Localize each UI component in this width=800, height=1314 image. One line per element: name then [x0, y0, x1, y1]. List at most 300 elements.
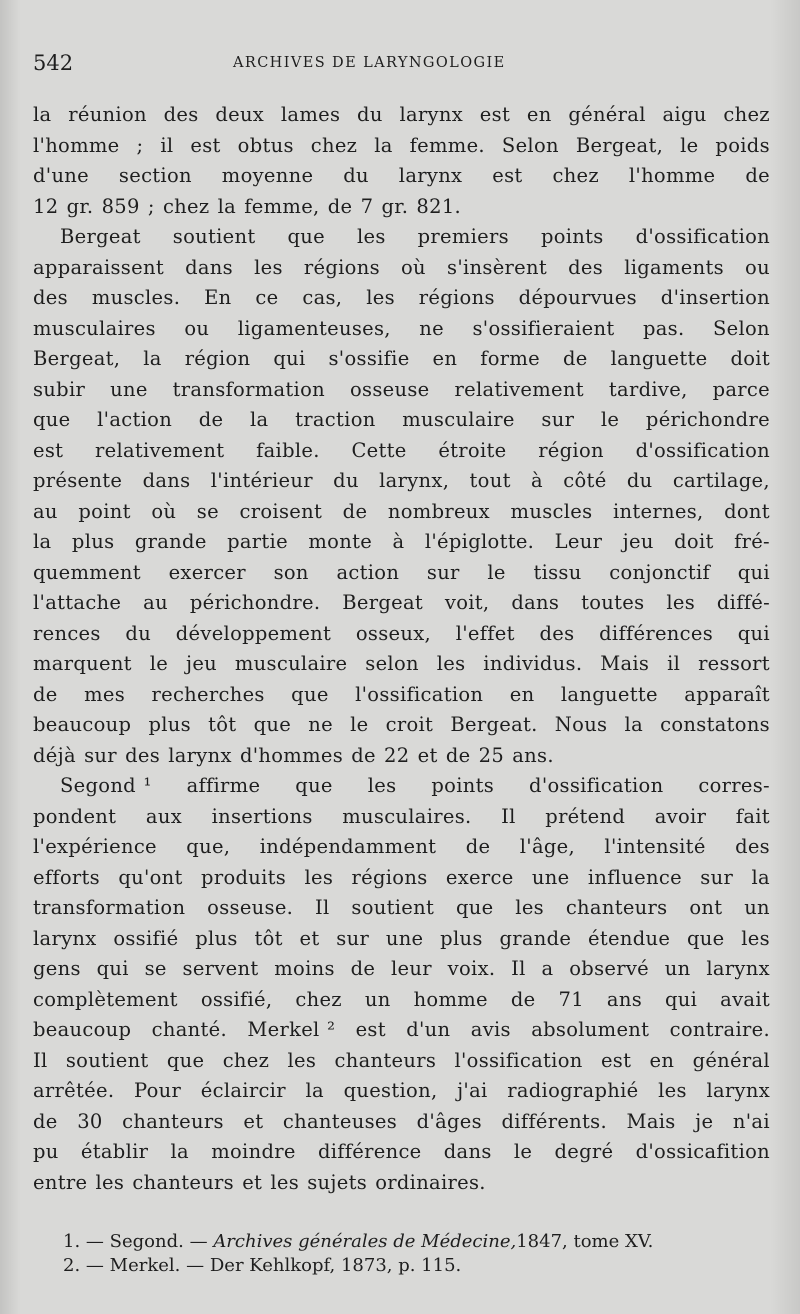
- text-line: [33, 131, 770, 162]
- word: internes,: [613, 499, 704, 523]
- word: ans.: [512, 743, 554, 767]
- word: de: [510, 987, 536, 1011]
- word: muscles.: [91, 286, 181, 309]
- word: tôt: [208, 713, 237, 736]
- word: étendue: [588, 926, 671, 950]
- text-line: [33, 802, 770, 833]
- word: 71: [558, 987, 584, 1011]
- word: l'ossification: [355, 682, 484, 706]
- word: moins: [274, 957, 335, 980]
- word: rences: [33, 621, 101, 645]
- text-line: [33, 863, 770, 894]
- word: conjonctif: [609, 560, 711, 584]
- word: plus: [148, 713, 191, 736]
- word: avoir: [654, 804, 707, 828]
- word: dans: [511, 591, 560, 614]
- word: osseuse: [350, 377, 430, 401]
- word: gens: [33, 957, 81, 980]
- word: musculaires.: [342, 804, 472, 828]
- word: points: [540, 225, 604, 248]
- word: Il: [315, 896, 330, 919]
- word: le: [680, 133, 699, 157]
- word: dans: [142, 469, 191, 492]
- word: gr.: [381, 194, 409, 218]
- word: la: [143, 347, 162, 370]
- word: Cette: [351, 438, 407, 462]
- word: périchondre.: [189, 591, 321, 614]
- word: osseux,: [355, 621, 432, 645]
- word: Mais: [600, 652, 650, 675]
- word: que: [686, 926, 725, 950]
- word: musculaires: [33, 316, 156, 340]
- word: tout: [469, 469, 511, 492]
- word: dont: [724, 499, 770, 523]
- text-line: [33, 466, 770, 497]
- word: absolument: [531, 1018, 650, 1041]
- word: En: [204, 286, 232, 309]
- word: chez: [552, 164, 599, 187]
- word: toutes: [581, 591, 645, 614]
- word: corres-: [698, 774, 770, 797]
- word: avis: [470, 1018, 511, 1041]
- text-line: [33, 954, 770, 985]
- word: son: [273, 560, 309, 584]
- word: pas.: [642, 316, 685, 340]
- word: insertions: [211, 804, 313, 828]
- word: sur: [700, 865, 734, 889]
- word: côté: [563, 469, 607, 492]
- text-line: [33, 222, 770, 253]
- word: croit: [385, 713, 434, 736]
- text-line: [33, 832, 770, 863]
- word: qui: [737, 560, 770, 584]
- word: soutient: [172, 225, 256, 248]
- word: Selon: [712, 316, 770, 340]
- word: les: [270, 1170, 300, 1194]
- word: les: [436, 652, 466, 675]
- word: et: [417, 743, 438, 767]
- word: général: [568, 103, 646, 126]
- word: d'ossification: [529, 774, 664, 797]
- word: traction: [295, 408, 376, 431]
- text-line: [33, 741, 770, 772]
- footnote-author: Segond.: [109, 1231, 184, 1252]
- word: musculaire: [234, 652, 348, 675]
- word: général: [692, 1048, 770, 1072]
- word: ou: [745, 255, 770, 279]
- word: beaucoup: [33, 1018, 132, 1041]
- word: que,: [186, 835, 231, 858]
- word: le: [513, 1140, 533, 1163]
- word: la: [217, 194, 237, 218]
- word: Merkel ²: [247, 1018, 336, 1041]
- word: régions: [418, 286, 495, 309]
- word: la: [33, 103, 52, 126]
- word: pu: [33, 1140, 59, 1163]
- text-line: [33, 375, 770, 406]
- word: de: [445, 743, 471, 767]
- word: une: [110, 377, 148, 401]
- word: servent: [182, 957, 259, 980]
- word: entre: [33, 1170, 88, 1194]
- word: plus: [440, 926, 483, 950]
- word: grande: [499, 926, 572, 950]
- text-line: [33, 161, 770, 192]
- word: languette: [560, 682, 658, 706]
- word: d'ossicafition: [635, 1140, 770, 1163]
- word: ne: [308, 713, 333, 736]
- word: de: [342, 499, 368, 523]
- word: que: [291, 682, 329, 706]
- word: la: [751, 865, 770, 889]
- word: tardive,: [608, 377, 688, 401]
- word: du: [343, 164, 369, 187]
- word: produits: [201, 865, 287, 889]
- word: Pour: [133, 1079, 182, 1102]
- word: influence: [587, 865, 682, 889]
- word: selon: [365, 652, 419, 675]
- word: larynx,: [379, 469, 450, 492]
- word: larynx: [399, 103, 464, 126]
- word: femme.: [409, 133, 485, 157]
- word: voix.: [447, 957, 496, 980]
- word: sur: [541, 408, 575, 431]
- word: plus: [71, 530, 115, 553]
- word: l'homme: [33, 133, 120, 157]
- word: transformation: [33, 896, 186, 919]
- word: observé: [569, 957, 649, 980]
- word: de: [33, 1109, 58, 1133]
- word: section: [118, 164, 192, 187]
- word: Il: [33, 1048, 48, 1072]
- word: l'homme: [628, 164, 716, 187]
- word: musculaire: [402, 408, 515, 431]
- word: pondent: [33, 804, 117, 828]
- word: Leur: [554, 530, 603, 553]
- word: constatons: [660, 713, 770, 736]
- word: que: [166, 1048, 205, 1072]
- word: déjà: [33, 743, 76, 767]
- word: mes: [84, 682, 126, 706]
- body-text: [33, 100, 770, 1198]
- word: chez: [222, 1048, 270, 1072]
- word: ans: [606, 987, 642, 1011]
- word: faible.: [256, 438, 320, 462]
- word: larynx: [706, 957, 770, 980]
- word: jeu: [185, 652, 218, 675]
- text-line: [33, 710, 770, 741]
- word: l'âge,: [519, 835, 575, 858]
- word: l'intérieur: [210, 469, 313, 492]
- word: deux: [215, 103, 265, 126]
- word: la: [250, 408, 269, 431]
- word: Mais: [626, 1109, 676, 1133]
- word: en: [509, 682, 535, 706]
- word: 12: [33, 194, 59, 218]
- word: différence: [317, 1140, 422, 1163]
- word: de: [465, 835, 491, 858]
- word: doit: [674, 530, 714, 553]
- word: quemment: [33, 560, 141, 584]
- word: s'ossifieraient: [472, 316, 615, 340]
- word: 821.: [416, 194, 462, 218]
- word: la: [170, 1140, 189, 1163]
- word: des: [735, 835, 770, 858]
- word: soutient: [65, 1048, 149, 1072]
- word: larynx: [398, 164, 463, 187]
- text-line: [33, 100, 770, 131]
- footnote-2: [63, 1254, 770, 1278]
- word: femme,: [244, 194, 320, 218]
- word: 7: [360, 194, 374, 218]
- word: des: [568, 255, 604, 279]
- word: les: [666, 591, 695, 614]
- word: il: [160, 133, 174, 157]
- word: osseuse.: [207, 896, 294, 919]
- word: l'attache: [33, 591, 122, 614]
- word: de: [198, 408, 224, 431]
- word: radiographié: [507, 1079, 639, 1102]
- word: forme: [480, 347, 541, 370]
- word: les: [254, 255, 283, 279]
- word: développement: [175, 621, 332, 645]
- word: Il: [511, 957, 526, 980]
- word: se: [196, 499, 219, 523]
- word: régions: [303, 255, 380, 279]
- word: chanté.: [151, 1018, 228, 1041]
- word: beaucoup: [33, 713, 132, 736]
- word: en: [526, 103, 552, 126]
- text-line: [33, 405, 770, 436]
- word: est: [355, 1018, 386, 1041]
- word: ressort: [698, 652, 770, 675]
- word: 30: [77, 1109, 103, 1133]
- word: aux: [145, 804, 182, 828]
- word: chanteurs: [132, 1170, 234, 1194]
- word: un: [664, 957, 691, 980]
- text-line: [33, 497, 770, 528]
- running-head: [33, 48, 770, 82]
- word: la: [33, 530, 52, 553]
- text-line: [33, 985, 770, 1016]
- word: sur: [426, 560, 460, 584]
- word: d'hommes: [239, 743, 344, 767]
- text-line: [33, 527, 770, 558]
- footnote-separator: —: [189, 1231, 208, 1252]
- word: le: [350, 713, 369, 736]
- word: que: [253, 713, 292, 736]
- word: les: [658, 1079, 687, 1102]
- word: monte: [308, 530, 373, 553]
- word: des: [33, 286, 68, 309]
- word: sur: [336, 926, 370, 950]
- word: languette: [610, 347, 708, 370]
- text-line: [33, 649, 770, 680]
- word: la: [624, 713, 643, 736]
- word: des: [539, 621, 575, 645]
- word: partie: [227, 530, 288, 553]
- text-line: [33, 558, 770, 589]
- word: ossifié,: [200, 987, 273, 1011]
- word: relativement: [95, 438, 225, 462]
- word: ;: [147, 194, 155, 218]
- word: ont: [689, 896, 723, 919]
- word: cartilage,: [672, 469, 770, 492]
- word: parce: [712, 377, 770, 401]
- text-line: [33, 924, 770, 955]
- word: Il: [501, 804, 516, 828]
- word: les: [95, 1170, 125, 1194]
- word: l'épiglotte.: [424, 530, 535, 553]
- word: les: [304, 865, 334, 889]
- text-line: [33, 619, 770, 650]
- word: et: [299, 926, 320, 950]
- word: grande: [134, 530, 207, 553]
- word: des: [125, 743, 161, 767]
- word: d'insertion: [660, 286, 770, 309]
- word: ossifié: [113, 926, 179, 950]
- word: l'effet: [455, 621, 515, 645]
- word: est: [492, 164, 523, 187]
- text-line: [33, 1107, 770, 1138]
- word: exerce: [445, 865, 514, 889]
- word: affirme: [186, 774, 261, 797]
- word: moindre: [211, 1140, 296, 1163]
- word: du: [125, 621, 152, 645]
- word: que: [295, 774, 333, 797]
- word: l'ossification: [454, 1048, 583, 1072]
- word: Bergeat: [342, 591, 424, 614]
- word: chez: [162, 194, 210, 218]
- word: ce: [255, 286, 279, 309]
- word: points: [431, 774, 495, 797]
- text-line: [33, 680, 770, 711]
- word: tissu: [533, 560, 582, 584]
- word: différences: [599, 621, 714, 645]
- text-line: [33, 893, 770, 924]
- word: s'ossifie: [328, 347, 410, 370]
- word: ou: [184, 316, 210, 340]
- word: les: [367, 774, 397, 797]
- word: exercer: [168, 560, 246, 584]
- word: diffé-: [716, 591, 770, 614]
- footnote-number: 1.: [63, 1231, 81, 1252]
- word: gr.: [66, 194, 94, 218]
- word: étroite: [438, 438, 507, 462]
- word: lames: [280, 103, 341, 126]
- word: larynx: [706, 1079, 770, 1102]
- word: de: [350, 957, 376, 980]
- word: le: [487, 560, 506, 584]
- word: de: [562, 347, 588, 370]
- word: chanteurs: [565, 896, 668, 919]
- word: complètement: [33, 987, 178, 1011]
- word: les: [515, 896, 544, 919]
- word: Bergeat,: [575, 133, 664, 157]
- word: un: [744, 896, 770, 919]
- word: 859: [101, 194, 140, 218]
- word: individus.: [483, 652, 583, 675]
- word: ligamenteuses,: [237, 316, 391, 340]
- word: action: [336, 560, 400, 584]
- word: au: [33, 499, 58, 523]
- page-number: 542: [33, 51, 74, 75]
- word: Bergeat,: [33, 347, 121, 370]
- word: avait: [720, 987, 770, 1011]
- word: à: [531, 469, 543, 492]
- word: chanteuses: [282, 1109, 398, 1133]
- word: éclaircir: [200, 1079, 286, 1102]
- text-line: [33, 283, 770, 314]
- word: établir: [80, 1140, 149, 1163]
- word: transformation: [172, 377, 325, 401]
- word: fré-: [734, 530, 770, 553]
- word: 25: [478, 743, 505, 767]
- word: cas,: [302, 286, 343, 309]
- word: Selon: [501, 133, 559, 157]
- word: du: [333, 469, 359, 492]
- word: muscles: [510, 499, 593, 523]
- word: présente: [33, 469, 123, 492]
- footnotes: [33, 1230, 770, 1278]
- word: où: [401, 255, 426, 279]
- word: indépendamment: [259, 835, 437, 858]
- word: sujets: [307, 1170, 368, 1194]
- word: du: [357, 103, 383, 126]
- word: une: [531, 865, 570, 889]
- word: recherches: [151, 682, 265, 706]
- word: sur: [84, 743, 117, 767]
- word: contraire.: [669, 1018, 770, 1041]
- word: apparaissent: [33, 255, 164, 279]
- text-line: [33, 192, 770, 223]
- word: Bergeat.: [450, 713, 538, 736]
- text-line: [33, 1076, 770, 1107]
- text-line: [33, 344, 770, 375]
- word: l'action: [97, 408, 173, 431]
- text-line: [33, 436, 770, 467]
- word: Segond ¹: [60, 774, 152, 797]
- word: dans: [443, 1140, 492, 1163]
- word: le: [600, 408, 620, 431]
- word: voit,: [444, 591, 490, 614]
- footnote-dash: —: [85, 1255, 104, 1276]
- word: à: [392, 530, 405, 553]
- word: aigu: [662, 103, 707, 126]
- word: homme: [413, 987, 488, 1011]
- word: périchondre: [645, 408, 770, 431]
- text-line: [33, 588, 770, 619]
- word: qui: [664, 987, 698, 1011]
- word: relativement: [454, 377, 584, 401]
- word: chanteurs: [122, 1109, 224, 1133]
- word: soutient: [351, 896, 435, 919]
- word: ne: [419, 316, 444, 340]
- word: d'un: [406, 1018, 451, 1041]
- word: la: [374, 133, 393, 157]
- word: larynx: [33, 926, 97, 950]
- text-line: [33, 771, 770, 802]
- word: se: [144, 957, 167, 980]
- word: qui: [273, 347, 306, 370]
- word: au: [143, 591, 168, 614]
- word: que: [33, 408, 71, 431]
- footnote-number: 2.: [63, 1255, 81, 1276]
- word: l'intensité: [604, 835, 706, 858]
- word: subir: [33, 377, 86, 401]
- footnote-source: Archives générales de Médecine,: [213, 1231, 517, 1252]
- word: fait: [735, 804, 770, 828]
